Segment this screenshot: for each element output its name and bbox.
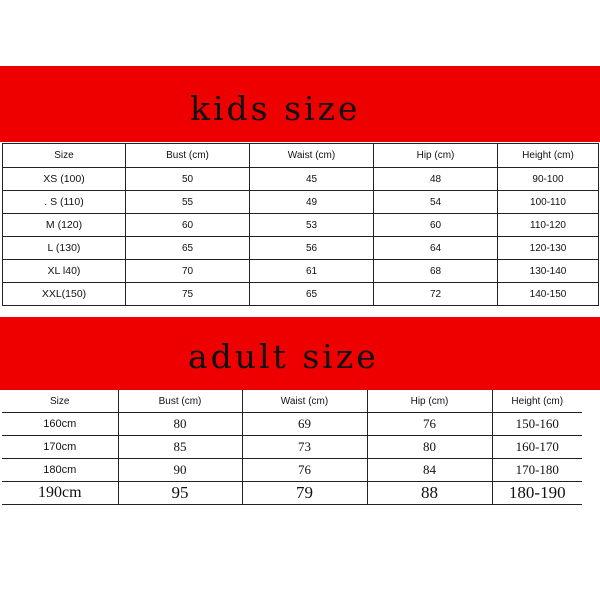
kids-size-banner	[0, 66, 600, 142]
kids-row-xl	[3, 260, 599, 283]
kids-header-row	[3, 144, 599, 168]
kids-cell-size: M (120)	[3, 214, 126, 237]
kids-header-bust: Bust (cm)	[126, 144, 250, 168]
kids-header-hip: Hip (cm)	[374, 144, 498, 168]
kids-cell-bust: 65	[126, 237, 250, 260]
adult-cell-hip: 88	[367, 482, 492, 505]
adult-size-banner	[0, 317, 600, 390]
kids-cell-size: . S (110)	[3, 191, 126, 214]
adult-size-title: adult size	[188, 337, 379, 376]
kids-cell-waist: 56	[250, 237, 374, 260]
kids-cell-height: 140-150	[498, 283, 599, 306]
kids-row-xs	[3, 168, 599, 191]
kids-size-table	[2, 143, 599, 306]
adult-cell-height: 160-170	[492, 436, 582, 459]
adult-header-row	[2, 390, 582, 413]
adult-cell-bust: 85	[118, 436, 242, 459]
kids-cell-hip: 48	[374, 168, 498, 191]
kids-cell-hip: 54	[374, 191, 498, 214]
kids-cell-size: XS (100)	[3, 168, 126, 191]
kids-cell-height: 100-110	[498, 191, 599, 214]
adult-cell-bust: 80	[118, 413, 242, 436]
adult-header-hip: Hip (cm)	[367, 390, 492, 413]
kids-cell-bust: 55	[126, 191, 250, 214]
adult-cell-size: 190cm	[2, 482, 118, 505]
kids-cell-height: 110-120	[498, 214, 599, 237]
kids-cell-waist: 53	[250, 214, 374, 237]
adult-cell-bust: 95	[118, 482, 242, 505]
adult-cell-hip: 80	[367, 436, 492, 459]
adult-cell-height: 170-180	[492, 459, 582, 482]
adult-cell-waist: 79	[242, 482, 367, 505]
adult-header-bust: Bust (cm)	[118, 390, 242, 413]
kids-cell-size: XXL(150)	[3, 283, 126, 306]
adult-cell-size: 170cm	[2, 436, 118, 459]
kids-row-l	[3, 237, 599, 260]
kids-row-m	[3, 214, 599, 237]
adult-row-190	[2, 482, 582, 505]
kids-cell-waist: 45	[250, 168, 374, 191]
kids-cell-waist: 49	[250, 191, 374, 214]
kids-cell-hip: 64	[374, 237, 498, 260]
kids-cell-height: 120-130	[498, 237, 599, 260]
adult-cell-size: 160cm	[2, 413, 118, 436]
adult-cell-size: 180cm	[2, 459, 118, 482]
adult-cell-bust: 90	[118, 459, 242, 482]
adult-header-height: Height (cm)	[492, 390, 582, 413]
adult-cell-waist: 73	[242, 436, 367, 459]
adult-cell-hip: 84	[367, 459, 492, 482]
adult-cell-waist: 69	[242, 413, 367, 436]
kids-header-size: Size	[3, 144, 126, 168]
kids-size-title: kids size	[190, 89, 361, 128]
adult-row-160	[2, 413, 582, 436]
adult-row-180	[2, 459, 582, 482]
adult-cell-hip: 76	[367, 413, 492, 436]
kids-header-waist: Waist (cm)	[250, 144, 374, 168]
kids-cell-hip: 60	[374, 214, 498, 237]
adult-cell-height: 180-190	[492, 482, 582, 505]
kids-cell-waist: 61	[250, 260, 374, 283]
adult-row-170	[2, 436, 582, 459]
kids-row-s	[3, 191, 599, 214]
kids-cell-height: 90-100	[498, 168, 599, 191]
kids-cell-height: 130-140	[498, 260, 599, 283]
kids-row-xxl	[3, 283, 599, 306]
kids-cell-bust: 60	[126, 214, 250, 237]
kids-cell-bust: 70	[126, 260, 250, 283]
adult-cell-waist: 76	[242, 459, 367, 482]
kids-cell-bust: 75	[126, 283, 250, 306]
kids-header-height: Height (cm)	[498, 144, 599, 168]
kids-cell-size: L (130)	[3, 237, 126, 260]
kids-cell-waist: 65	[250, 283, 374, 306]
adult-cell-height: 150-160	[492, 413, 582, 436]
adult-header-waist: Waist (cm)	[242, 390, 367, 413]
kids-cell-hip: 72	[374, 283, 498, 306]
adult-header-size: Size	[2, 390, 118, 413]
kids-cell-size: XL l40)	[3, 260, 126, 283]
adult-size-table	[2, 390, 582, 505]
kids-cell-bust: 50	[126, 168, 250, 191]
kids-cell-hip: 68	[374, 260, 498, 283]
